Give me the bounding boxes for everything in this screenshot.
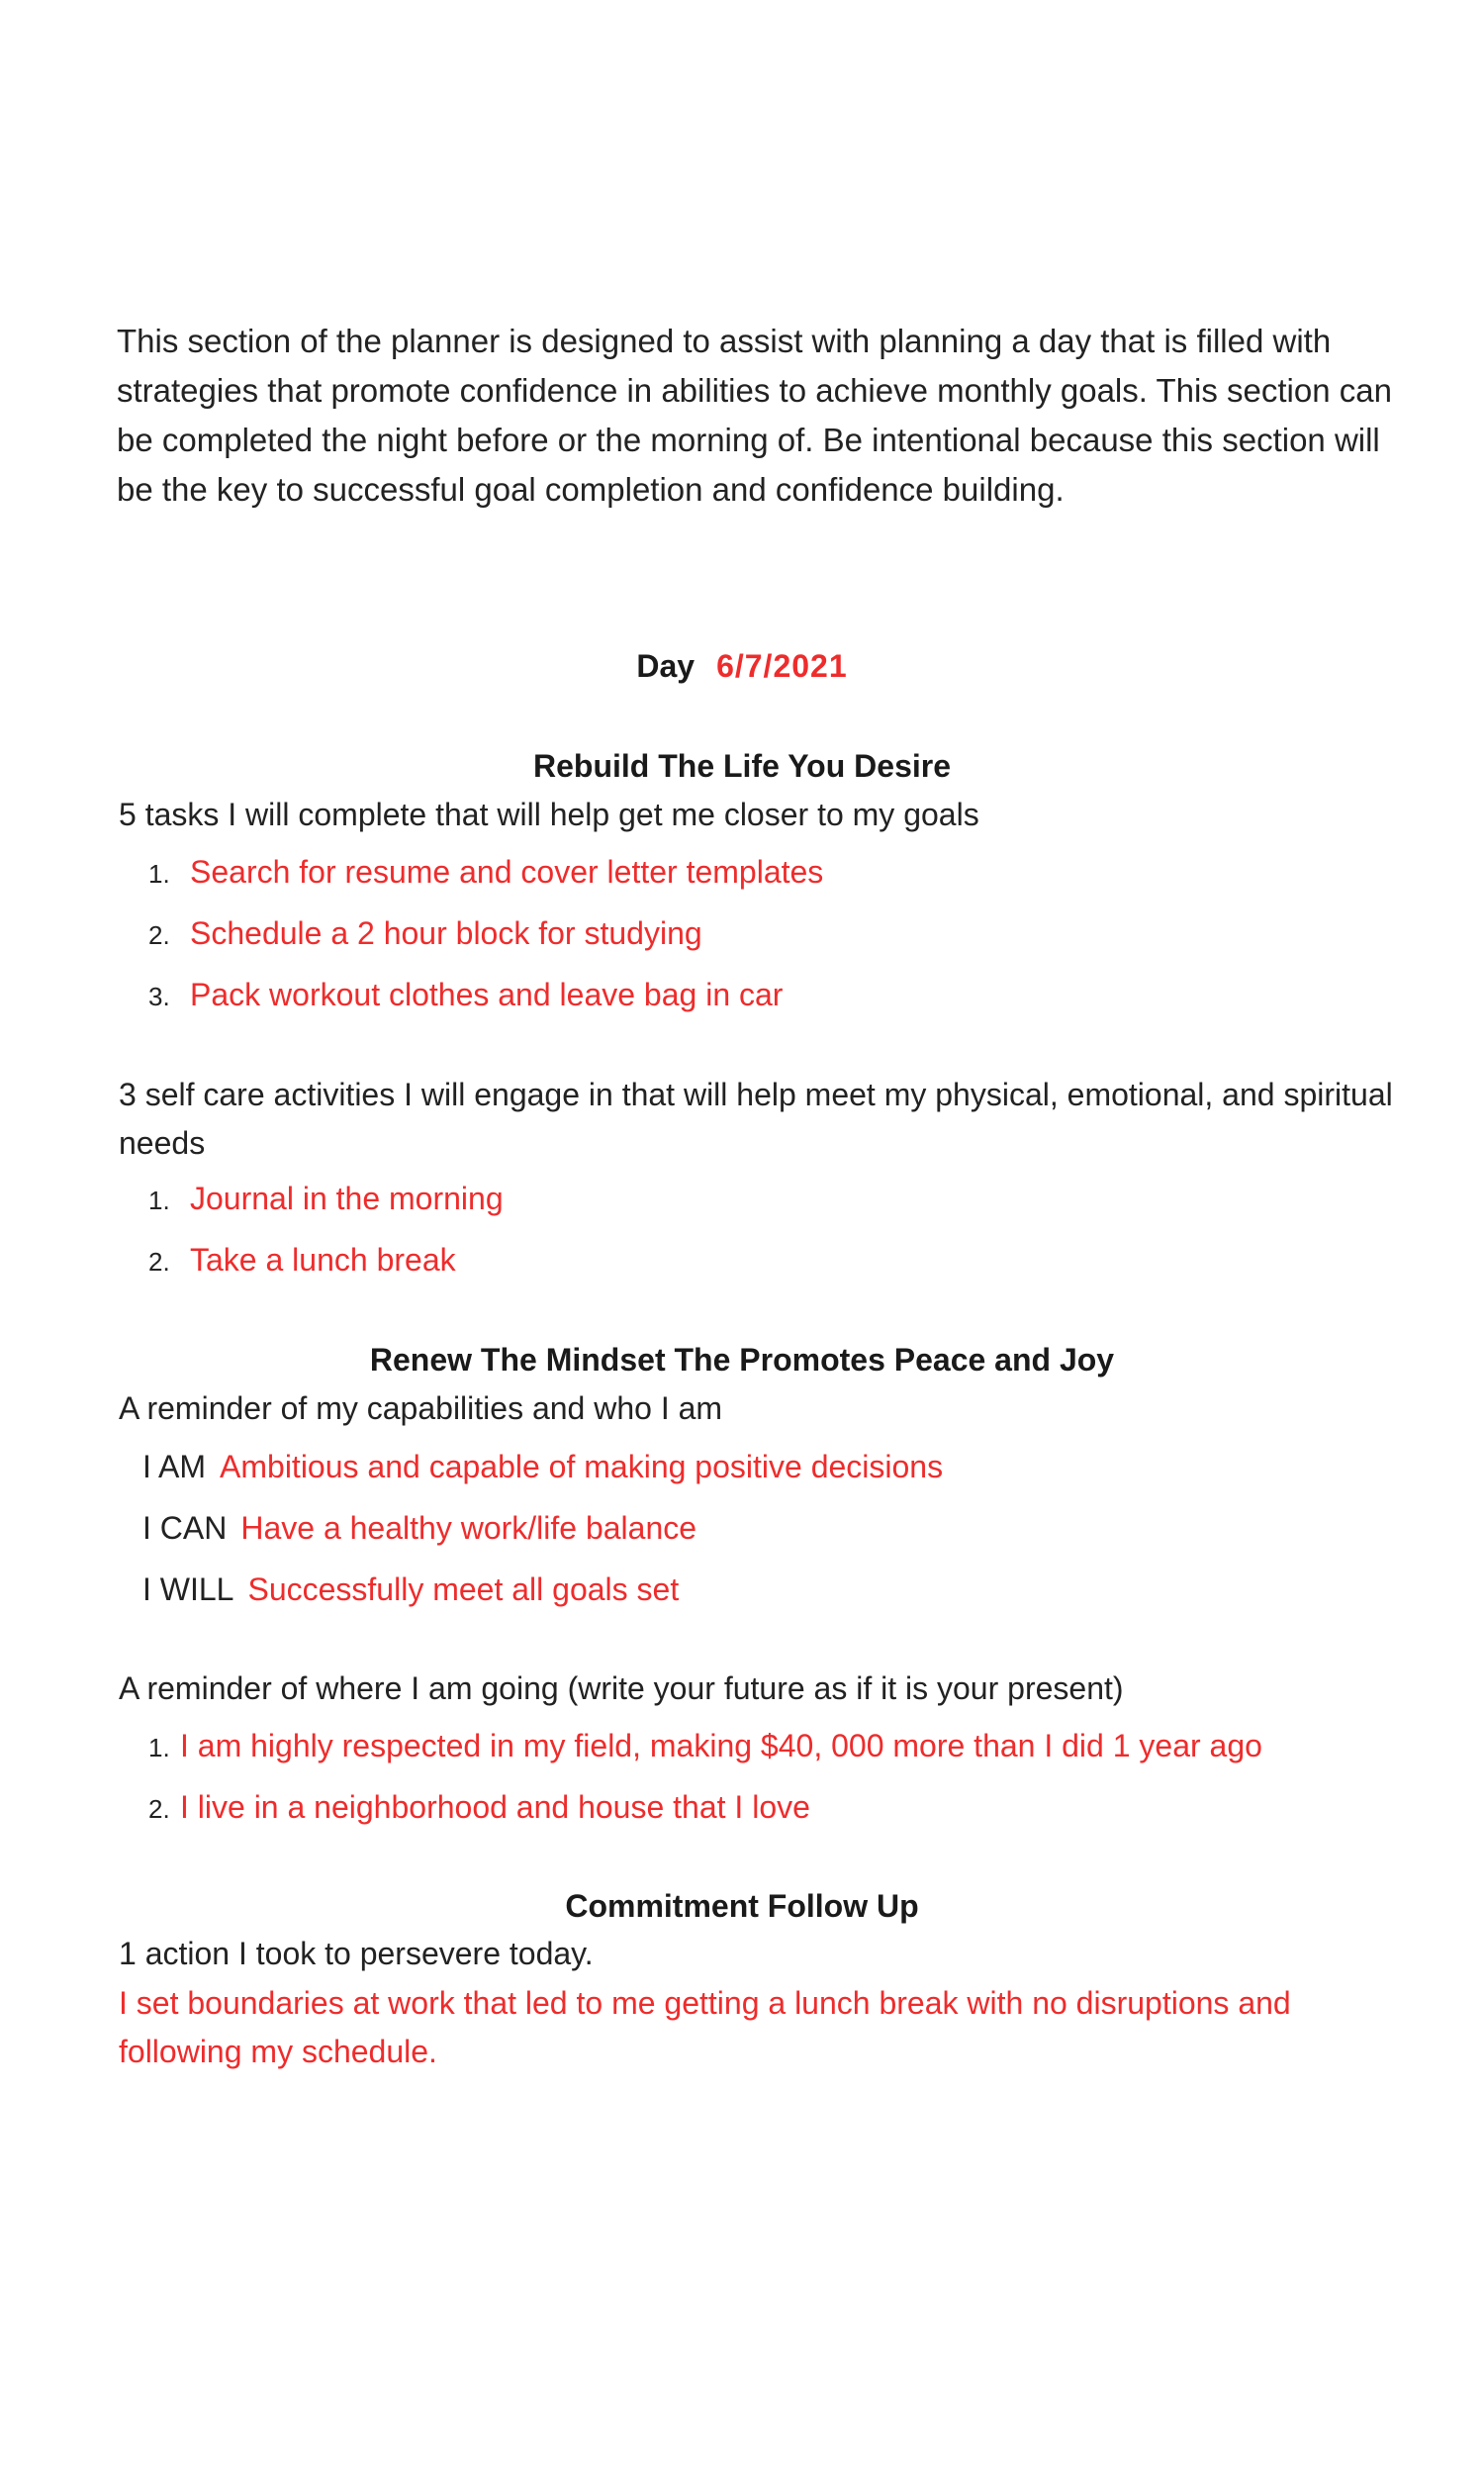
selfcare-list [148, 1168, 1415, 1290]
list-number: 3. [148, 982, 170, 1011]
list-number: 1. [148, 1733, 170, 1762]
list-number: 1. [148, 1186, 170, 1215]
affirmation-label: I CAN [142, 1510, 228, 1546]
list-number: 2. [148, 1794, 170, 1824]
commitment-heading: Commitment Follow Up [565, 1888, 919, 1924]
list-number: 1. [148, 859, 170, 889]
renew-heading: Renew The Mindset The Promotes Peace and Joy [369, 1342, 1115, 1378]
list-item [148, 1229, 1415, 1290]
affirmation-label: I AM [142, 1449, 207, 1484]
future-text: I live in a neighborhood and house that I love [180, 1789, 810, 1825]
affirmation-text: Ambitious and capable of making positive decisions [220, 1449, 944, 1484]
list-item [148, 1715, 1415, 1776]
commitment-answer: I set boundaries at work that led to me getting a lunch break with no disruptions and following my schedule. [119, 1985, 1291, 2069]
list-item [148, 1168, 1415, 1229]
selfcare-prompt: 3 self care activities I will engage in that will help meet my physical, emotional, and spiritual needs [119, 1077, 1393, 1161]
day-date: 6/7/2021 [716, 648, 848, 684]
future-prompt: A reminder of where I am going (write your future as if it is your present) [119, 1670, 1124, 1706]
future-text: I am highly respected in my field, making $40, 000 more than I did 1 year ago [180, 1728, 1262, 1763]
list-item [148, 1776, 1415, 1838]
affirmation-i-will [142, 1559, 1409, 1620]
commitment-prompt: 1 action I took to persevere today. [119, 1936, 594, 1971]
task-text: Pack workout clothes and leave bag in car [190, 977, 784, 1012]
list-item [148, 903, 1415, 964]
intro-paragraph: This section of the planner is designed to assist with planning a day that is filled with strategies that promote confidence in abilities to achieve monthly goals. This section can be completed the night before or the morning of. Be intentional because this section will be the key to successful goal completion and confidence building. [117, 323, 1392, 508]
list-number: 2. [148, 1247, 170, 1277]
selfcare-text: Journal in the morning [190, 1181, 504, 1216]
task-text: Search for resume and cover letter templates [190, 854, 824, 890]
list-item [148, 964, 1415, 1025]
affirmation-i-am [142, 1436, 1409, 1497]
affirmation-i-can [142, 1497, 1409, 1559]
list-item [148, 841, 1415, 903]
task-text: Schedule a 2 hour block for studying [190, 915, 702, 951]
list-number: 2. [148, 920, 170, 950]
tasks-prompt: 5 tasks I will complete that will help get me closer to my goals [119, 797, 979, 832]
affirmation-text: Have a healthy work/life balance [240, 1510, 697, 1546]
tasks-list [148, 841, 1415, 1025]
day-header [0, 644, 1484, 688]
day-label: Day [636, 648, 696, 684]
capabilities-prompt: A reminder of my capabilities and who I am [119, 1390, 723, 1426]
selfcare-text: Take a lunch break [190, 1242, 456, 1278]
affirmation-text: Successfully meet all goals set [247, 1571, 680, 1607]
rebuild-heading: Rebuild The Life You Desire [533, 748, 951, 784]
affirmation-label: I WILL [142, 1571, 234, 1607]
affirmations-list [142, 1436, 1409, 1620]
future-list [148, 1715, 1415, 1838]
